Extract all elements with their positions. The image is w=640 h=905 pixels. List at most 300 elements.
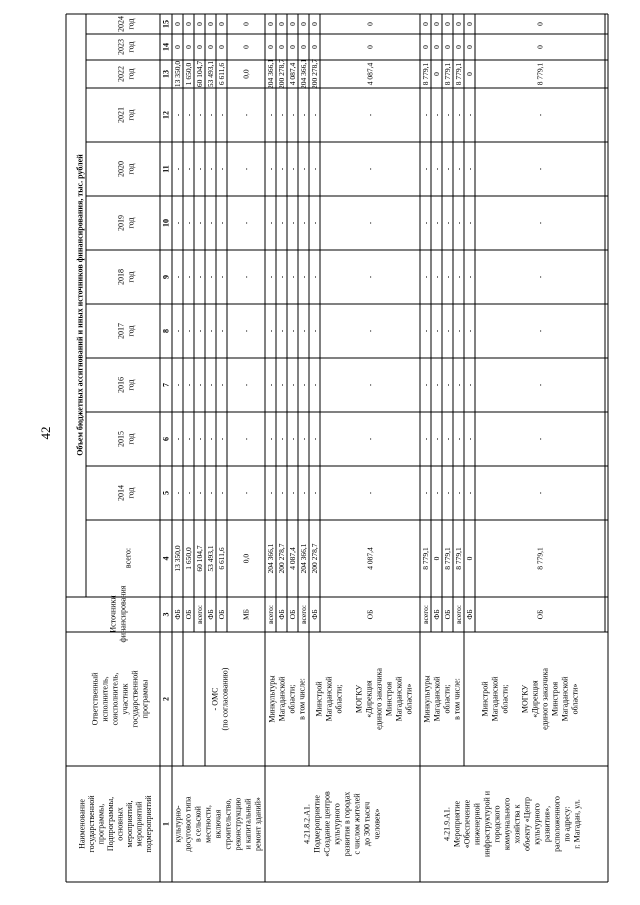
program-name: досугового типа <box>183 796 193 852</box>
source-cell: ОБ <box>443 609 452 620</box>
year-header: 2020 <box>116 161 126 177</box>
value-cell: - <box>184 167 193 171</box>
year-header: 2014 <box>116 485 126 501</box>
value-cell: - <box>454 221 463 225</box>
value-cell: 1 650,0 <box>184 62 193 86</box>
value-cell: - <box>266 167 275 171</box>
value-cell: 0 <box>217 22 226 26</box>
value-cell: - <box>195 383 204 387</box>
value-cell: - <box>421 221 430 225</box>
value-cell: - <box>173 329 182 333</box>
program-name: с числом жителей <box>352 793 362 855</box>
value-cell: 0 <box>277 45 286 49</box>
value-cell: - <box>195 113 204 117</box>
program-name: ремонт зданий» <box>253 797 263 851</box>
value-cell: - <box>535 383 545 387</box>
value-cell: 0 <box>535 45 545 49</box>
value-cell: 0 <box>184 22 193 26</box>
value-cell: - <box>206 275 215 279</box>
program-name: и капитальный <box>243 798 253 850</box>
responsible-party: Магаданской <box>324 676 334 722</box>
value-cell: - <box>465 113 474 117</box>
value-cell: - <box>454 329 463 333</box>
value-cell: - <box>535 275 545 279</box>
value-cell: - <box>241 167 251 171</box>
value-cell: 8 779,1 <box>421 547 430 570</box>
year-header: 2022 <box>116 66 126 82</box>
value-cell: - <box>173 221 182 225</box>
responsible-party: Минстрой <box>314 681 324 717</box>
responsible-party: - ОМС <box>210 687 220 711</box>
value-cell: - <box>365 167 375 171</box>
value-cell: - <box>432 383 441 387</box>
value-cell: 0 <box>443 45 452 49</box>
value-cell: 13 350,0 <box>173 545 182 572</box>
value-cell: - <box>421 167 430 171</box>
value-cell: - <box>443 491 452 495</box>
value-cell: 0 <box>465 22 474 26</box>
program-name: строительство, <box>223 798 233 850</box>
value-cell: 0 <box>241 22 251 26</box>
responsible-column-header: программы <box>140 679 150 719</box>
value-cell: - <box>195 167 204 171</box>
name-column-header: основных <box>115 807 125 841</box>
value-cell: - <box>365 329 375 333</box>
value-cell: - <box>299 113 308 117</box>
value-cell: - <box>195 491 204 495</box>
value-cell: - <box>277 167 286 171</box>
value-cell: - <box>432 491 441 495</box>
responsible-party: МОГКУ <box>520 684 530 714</box>
value-cell: - <box>454 167 463 171</box>
responsible-column-header: государственной <box>130 670 140 728</box>
value-cell: - <box>454 113 463 117</box>
value-cell: 53 493,1 <box>206 545 215 572</box>
value-cell: - <box>465 167 474 171</box>
page-number: 42 <box>38 426 53 440</box>
value-cell: 200 278,7 <box>310 543 319 574</box>
source-cell: ОБ <box>184 609 193 620</box>
program-name: до 300 тысяч <box>362 801 372 847</box>
source-cell: ФБ <box>432 609 441 620</box>
program-name: включая <box>213 809 223 839</box>
column-number: 3 <box>161 612 171 617</box>
program-name: «Обеспечение <box>462 799 472 849</box>
year-header: год <box>126 217 136 229</box>
responsible-party: (по согласованию) <box>220 667 230 731</box>
source-cell: всего: <box>421 605 430 624</box>
source-cell: ФБ <box>277 609 286 620</box>
value-cell: - <box>277 383 286 387</box>
value-cell: - <box>241 275 251 279</box>
responsible-party: Магаданской <box>394 676 404 722</box>
value-cell: 0 <box>310 45 319 49</box>
value-cell: - <box>206 437 215 441</box>
value-cell: - <box>241 221 251 225</box>
value-cell: 0 <box>365 45 375 49</box>
value-cell: - <box>217 167 226 171</box>
program-name: развития в городах <box>342 791 352 857</box>
value-cell: - <box>217 221 226 225</box>
value-cell: - <box>421 491 430 495</box>
value-cell: - <box>421 437 430 441</box>
value-cell: - <box>184 383 193 387</box>
value-cell: - <box>365 113 375 117</box>
value-cell: 0 <box>454 45 463 49</box>
value-cell: - <box>365 437 375 441</box>
column-number: 2 <box>161 697 171 701</box>
responsible-party: области» <box>404 683 414 715</box>
value-cell: - <box>217 329 226 333</box>
source-column-header: Источники <box>108 595 118 633</box>
value-cell: - <box>184 113 193 117</box>
responsible-party: «Дирекция <box>364 680 374 718</box>
value-cell: 0 <box>241 45 251 49</box>
value-cell: - <box>299 167 308 171</box>
value-cell: - <box>241 329 251 333</box>
year-header: год <box>126 18 136 30</box>
year-header: год <box>126 41 136 53</box>
value-cell: - <box>535 491 545 495</box>
program-name: хозяйства к <box>512 804 522 844</box>
source-cell: ФБ <box>465 609 474 620</box>
responsible-party: области; <box>442 684 452 714</box>
value-cell: - <box>277 491 286 495</box>
program-name: инженерной <box>472 803 482 845</box>
program-name: Мероприятие <box>452 800 462 848</box>
value-cell: - <box>266 221 275 225</box>
value-cell: 0 <box>432 22 441 26</box>
value-cell: - <box>310 275 319 279</box>
program-name: развития», <box>542 805 552 843</box>
value-cell: 0 <box>421 45 430 49</box>
value-cell: - <box>241 491 251 495</box>
value-cell: - <box>310 329 319 333</box>
value-cell: - <box>365 383 375 387</box>
value-cell: - <box>206 167 215 171</box>
value-cell: 0 <box>299 22 308 26</box>
value-cell: - <box>465 275 474 279</box>
value-cell: - <box>299 437 308 441</box>
value-cell: - <box>454 383 463 387</box>
value-cell: 0 <box>288 45 297 49</box>
value-cell: - <box>217 491 226 495</box>
value-cell: 0,0 <box>241 553 251 564</box>
name-column-header: государственной <box>86 795 96 853</box>
responsible-party: единого заказчика <box>374 668 384 730</box>
responsible-party: Минкультуры <box>267 675 277 723</box>
value-cell: - <box>277 275 286 279</box>
total-column-header: всего: <box>123 547 133 569</box>
year-header: 2017 <box>116 323 126 339</box>
value-cell: 8 779,1 <box>454 547 463 570</box>
value-cell: - <box>310 167 319 171</box>
responsible-column-header: участник <box>120 683 130 715</box>
value-cell: - <box>241 437 251 441</box>
responsible-party: Магаданской <box>490 676 500 722</box>
value-cell: - <box>432 221 441 225</box>
value-cell: - <box>173 275 182 279</box>
value-cell: 200 278,7 <box>310 59 319 89</box>
value-cell: - <box>288 275 297 279</box>
value-cell: 0 <box>443 22 452 26</box>
value-cell: - <box>443 437 452 441</box>
program-name: коммунального <box>502 797 512 851</box>
responsible-party: Магаданской <box>432 676 442 722</box>
value-cell: - <box>184 221 193 225</box>
value-cell: - <box>432 167 441 171</box>
column-number: 14 <box>161 43 171 51</box>
value-cell: - <box>365 221 375 225</box>
responsible-party: единого заказчика <box>540 668 550 730</box>
value-cell: - <box>454 491 463 495</box>
responsible-party: Минстроя <box>550 681 560 717</box>
column-number: 4 <box>161 556 171 561</box>
value-cell: - <box>217 383 226 387</box>
source-cell: ОБ <box>365 609 375 620</box>
value-cell: - <box>299 329 308 333</box>
value-cell: 0 <box>206 45 215 49</box>
value-cell: - <box>288 329 297 333</box>
value-cell: - <box>195 329 204 333</box>
value-cell: - <box>454 275 463 279</box>
value-cell: 204 366,1 <box>266 543 275 574</box>
year-header: 2015 <box>116 431 126 447</box>
column-number: 11 <box>161 165 171 173</box>
column-number: 7 <box>161 383 171 387</box>
program-name: «Создание центров <box>322 791 332 857</box>
responsible-party: «Дирекция <box>530 680 540 718</box>
value-cell: - <box>310 383 319 387</box>
value-cell: 0 <box>277 22 286 26</box>
responsible-party: области» <box>570 683 580 715</box>
value-cell: - <box>310 437 319 441</box>
responsible-party: в том числе: <box>452 678 462 720</box>
source-cell: ОБ <box>217 609 226 620</box>
value-cell: - <box>365 275 375 279</box>
program-name: 4.21.9.А1. <box>442 807 452 841</box>
responsible-party: Минстроя <box>384 681 394 717</box>
value-cell: 6 611,6 <box>217 62 226 86</box>
value-cell: 0 <box>266 45 275 49</box>
year-header: 2018 <box>116 269 126 285</box>
value-cell: - <box>288 437 297 441</box>
value-cell: - <box>277 113 286 117</box>
value-cell: 60 104,7 <box>195 60 204 88</box>
name-column-header: мероприятий <box>134 801 144 847</box>
responsible-party: области; <box>334 684 344 714</box>
value-cell: - <box>277 221 286 225</box>
value-cell: - <box>206 329 215 333</box>
value-cell: - <box>195 275 204 279</box>
value-cell: - <box>206 383 215 387</box>
value-cell: 0,0 <box>241 69 251 79</box>
responsible-party: Магаданской <box>277 676 287 722</box>
program-name: культурного <box>332 803 342 845</box>
value-cell: - <box>266 113 275 117</box>
program-name: человек» <box>372 808 382 840</box>
program-name: инфраструктурой и <box>482 790 492 858</box>
value-cell: - <box>206 221 215 225</box>
value-cell: 0 <box>173 45 182 49</box>
source-cell: всего: <box>195 605 204 624</box>
value-cell: 0 <box>454 22 463 26</box>
value-cell: - <box>535 329 545 333</box>
value-cell: - <box>465 383 474 387</box>
value-cell: 0 <box>217 45 226 49</box>
year-header: год <box>126 433 136 445</box>
value-cell: - <box>465 221 474 225</box>
value-cell: - <box>173 437 182 441</box>
program-name: в сельской <box>193 806 203 842</box>
value-cell: 8 779,1 <box>535 62 545 86</box>
value-cell: - <box>173 491 182 495</box>
value-cell: 0 <box>465 72 474 76</box>
program-name: городского <box>492 805 502 843</box>
value-cell: - <box>535 113 545 117</box>
responsible-party: Минкультуры <box>422 675 432 723</box>
value-cell: 0 <box>432 556 441 561</box>
value-cell: - <box>266 383 275 387</box>
value-cell: - <box>299 491 308 495</box>
value-cell: 0 <box>288 22 297 26</box>
value-cell: 8 779,1 <box>535 547 545 570</box>
year-header: год <box>126 325 136 337</box>
value-cell: 200 278,7 <box>277 59 286 89</box>
value-cell: - <box>443 275 452 279</box>
value-cell: 0 <box>266 22 275 26</box>
year-header: 2024 <box>116 16 126 32</box>
year-header: 2023 <box>116 39 126 55</box>
column-number: 15 <box>161 20 171 28</box>
name-column-header: мероприятий, <box>124 800 134 848</box>
value-cell: - <box>277 437 286 441</box>
value-cell: - <box>310 221 319 225</box>
year-header: год <box>126 163 136 175</box>
column-number: 10 <box>161 219 171 227</box>
source-cell: МБ <box>241 609 251 620</box>
value-cell: 0 <box>206 22 215 26</box>
name-column-header: Наименование <box>77 799 87 849</box>
value-cell: - <box>217 275 226 279</box>
value-cell: - <box>299 275 308 279</box>
name-column-header: подмероприятий <box>143 795 153 853</box>
column-number: 8 <box>161 329 171 333</box>
responsible-column-header: Ответственный <box>90 672 100 726</box>
value-cell: 8 779,1 <box>443 547 452 570</box>
value-cell: 0 <box>365 22 375 26</box>
source-cell: всего: <box>266 605 275 624</box>
program-name: объекту «Центр <box>522 797 532 851</box>
value-cell: - <box>421 329 430 333</box>
responsible-party: области; <box>287 684 297 714</box>
year-header: год <box>126 379 136 391</box>
name-column-header: программы, <box>96 803 106 845</box>
value-cell: - <box>465 437 474 441</box>
value-cell: 0 <box>421 22 430 26</box>
value-cell: 0 <box>465 556 474 561</box>
value-cell: - <box>443 221 452 225</box>
value-cell: - <box>288 491 297 495</box>
value-cell: - <box>299 221 308 225</box>
value-cell: - <box>443 383 452 387</box>
responsible-column-header: исполнитель, <box>100 676 110 722</box>
program-name: культурно- <box>173 805 183 843</box>
value-cell: 60 104,7 <box>195 545 204 572</box>
value-cell: 8 779,1 <box>454 62 463 86</box>
value-cell: 204 366,1 <box>266 59 275 89</box>
value-cell: 0 <box>195 45 204 49</box>
year-header: 2021 <box>116 107 126 123</box>
value-cell: - <box>465 329 474 333</box>
year-header: год <box>126 271 136 283</box>
value-cell: - <box>421 383 430 387</box>
value-cell: 0 <box>432 45 441 49</box>
program-name: Подмероприятие <box>312 795 322 853</box>
value-cell: - <box>266 275 275 279</box>
column-number: 13 <box>161 70 171 78</box>
value-cell: - <box>206 113 215 117</box>
responsible-party: области; <box>500 684 510 714</box>
value-cell: 53 493,1 <box>206 60 215 88</box>
value-cell: 8 779,1 <box>421 62 430 86</box>
value-cell: - <box>184 275 193 279</box>
value-cell: - <box>241 113 251 117</box>
column-number: 1 <box>161 822 171 826</box>
value-cell: 13 350,0 <box>173 60 182 88</box>
source-cell: ОБ <box>288 609 297 620</box>
value-cell: 0 <box>310 22 319 26</box>
program-name: расположенного <box>552 796 562 852</box>
value-cell: - <box>432 437 441 441</box>
value-cell: - <box>443 167 452 171</box>
funding-title: Объем бюджетных ассигнований и иных источников финансирования, тыс. рублей <box>75 154 85 456</box>
value-cell: - <box>241 383 251 387</box>
value-cell: - <box>299 383 308 387</box>
value-cell: - <box>173 383 182 387</box>
value-cell: - <box>184 491 193 495</box>
program-name: местности, <box>203 805 213 843</box>
value-cell: 1 650,0 <box>184 547 193 570</box>
responsible-party: Магаданской <box>560 676 570 722</box>
value-cell: - <box>535 437 545 441</box>
source-cell: ФБ <box>173 609 182 620</box>
year-header: 2016 <box>116 377 126 393</box>
value-cell: - <box>173 167 182 171</box>
program-name: 4.21.8.2.А1. <box>302 804 312 844</box>
value-cell: - <box>443 113 452 117</box>
value-cell: 4 087,4 <box>288 547 297 570</box>
value-cell: - <box>454 437 463 441</box>
value-cell: - <box>421 275 430 279</box>
value-cell: - <box>310 491 319 495</box>
responsible-party: МОГКУ <box>354 684 364 714</box>
value-cell: - <box>217 437 226 441</box>
value-cell: 204 366,1 <box>299 543 308 574</box>
value-cell: 200 278,7 <box>277 543 286 574</box>
responsible-column-header: соисполнитель, <box>110 672 120 726</box>
value-cell: - <box>465 491 474 495</box>
value-cell: 4 087,4 <box>288 62 297 86</box>
value-cell: - <box>432 275 441 279</box>
value-cell: 0 <box>195 22 204 26</box>
value-cell: 0 <box>184 45 193 49</box>
column-number: 5 <box>161 491 171 495</box>
value-cell: 0 <box>432 72 441 76</box>
value-cell: - <box>535 167 545 171</box>
value-cell: - <box>184 437 193 441</box>
value-cell: - <box>421 113 430 117</box>
